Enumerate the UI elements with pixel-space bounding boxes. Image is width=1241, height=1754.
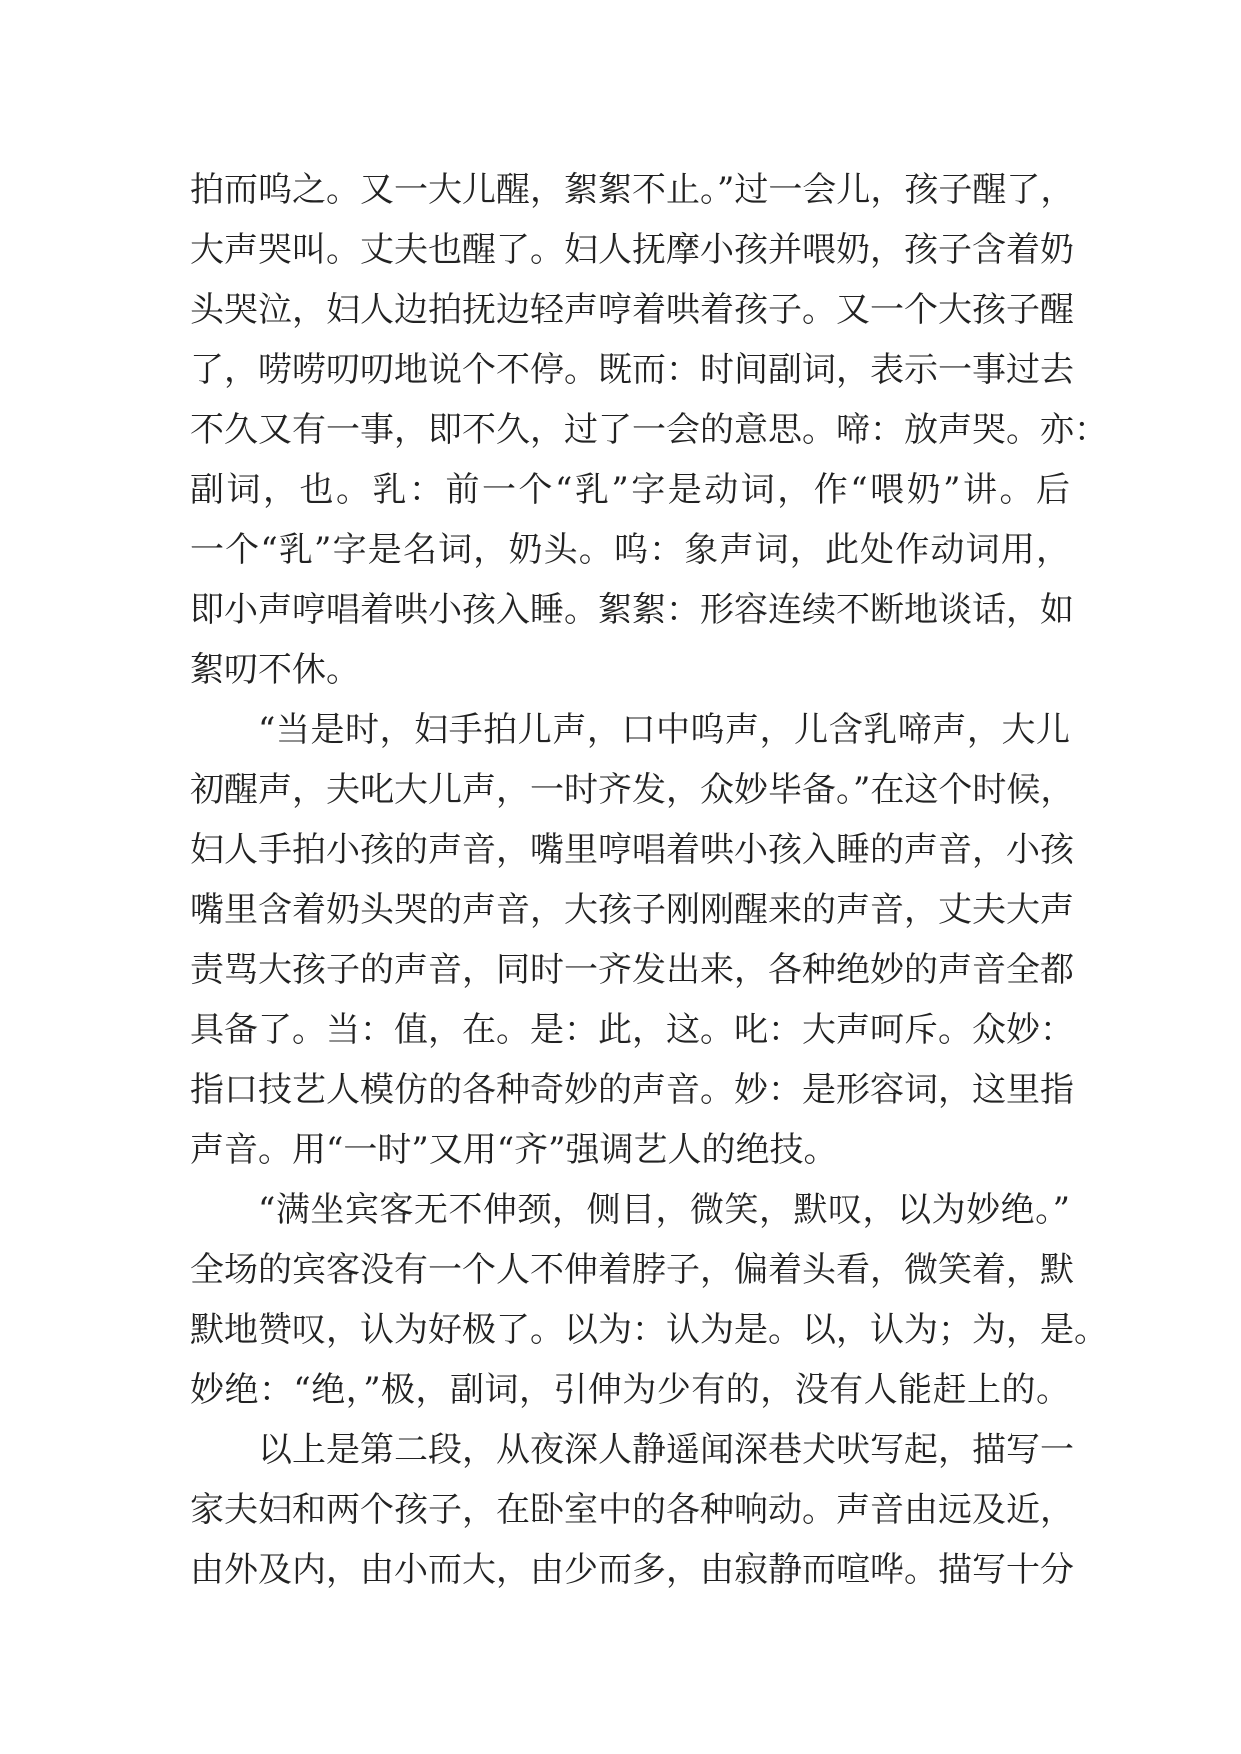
text-line: 拍而呜之。又一大儿醒，絮絮不止。”过一会儿，孩子醒了， [190, 170, 1075, 210]
text-line: 嘴里含着奶头哭的声音，大孩子刚刚醒来的声音，丈夫大声 [190, 890, 1074, 930]
body-text [190, 160, 1108, 1600]
text-line: 了，唠唠叨叨地说个不停。既而：时间副词，表示一事过去 [190, 350, 1074, 390]
paragraph-first-line: “满坐宾客无不伸颈，侧目，微笑，默叹，以为妙绝。” [258, 1190, 1070, 1230]
text-line: 责骂大孩子的声音，同时一齐发出来，各种绝妙的声音全都 [190, 950, 1074, 990]
text-line: 大声哭叫。丈夫也醒了。妇人抚摩小孩并喂奶，孩子含着奶 [190, 230, 1074, 270]
text-line: 初醒声，夫叱大儿声，一时齐发，众妙毕备。”在这个时候， [190, 770, 1075, 810]
paragraph-first-line: 以上是第二段，从夜深人静遥闻深巷犬吠写起，描写一 [258, 1430, 1074, 1470]
text-line: 絮叨不休。 [190, 650, 360, 690]
text-line: 不久又有一事，即不久，过了一会的意思。啼：放声哭。亦： [190, 410, 1108, 450]
text-line: 头哭泣，妇人边拍抚边轻声哼着哄着孩子。又一个大孩子醒 [190, 290, 1074, 330]
text-line: 即小声哼唱着哄小孩入睡。絮絮：形容连续不断地谈话，如 [190, 590, 1074, 630]
text-line: 妇人手拍小孩的声音，嘴里哼唱着哄小孩入睡的声音，小孩 [190, 830, 1074, 870]
text-line: 由外及内，由小而大，由少而多，由寂静而喧哗。描写十分 [190, 1550, 1074, 1590]
text-line: 声音。用“一时”又用“齐”强调艺人的绝技。 [190, 1130, 838, 1170]
text-line: 副词，也。乳：前一个“乳”字是动词，作“喂奶”讲。后 [190, 470, 1070, 510]
text-line: 全场的宾客没有一个人不伸着脖子，偏着头看，微笑着，默 [190, 1250, 1074, 1290]
text-line: 具备了。当：值，在。是：此，这。叱：大声呵斥。众妙： [190, 1010, 1074, 1050]
text-line: 一个“乳”字是名词，奶头。呜：象声词，此处作动词用， [190, 530, 1070, 570]
text-line: 默地赞叹，认为好极了。以为：认为是。以，认为；为，是。 [190, 1310, 1108, 1350]
text-line: 指口技艺人模仿的各种奇妙的声音。妙：是形容词，这里指 [190, 1070, 1074, 1110]
text-line: 家夫妇和两个孩子，在卧室中的各种响动。声音由远及近， [190, 1490, 1074, 1530]
paragraph-first-line: “当是时，妇手拍儿声，口中呜声，儿含乳啼声，大儿 [258, 710, 1070, 750]
text-line: 妙绝：“绝，”极，副词，引伸为少有的，没有人能赶上的。 [190, 1370, 1070, 1410]
